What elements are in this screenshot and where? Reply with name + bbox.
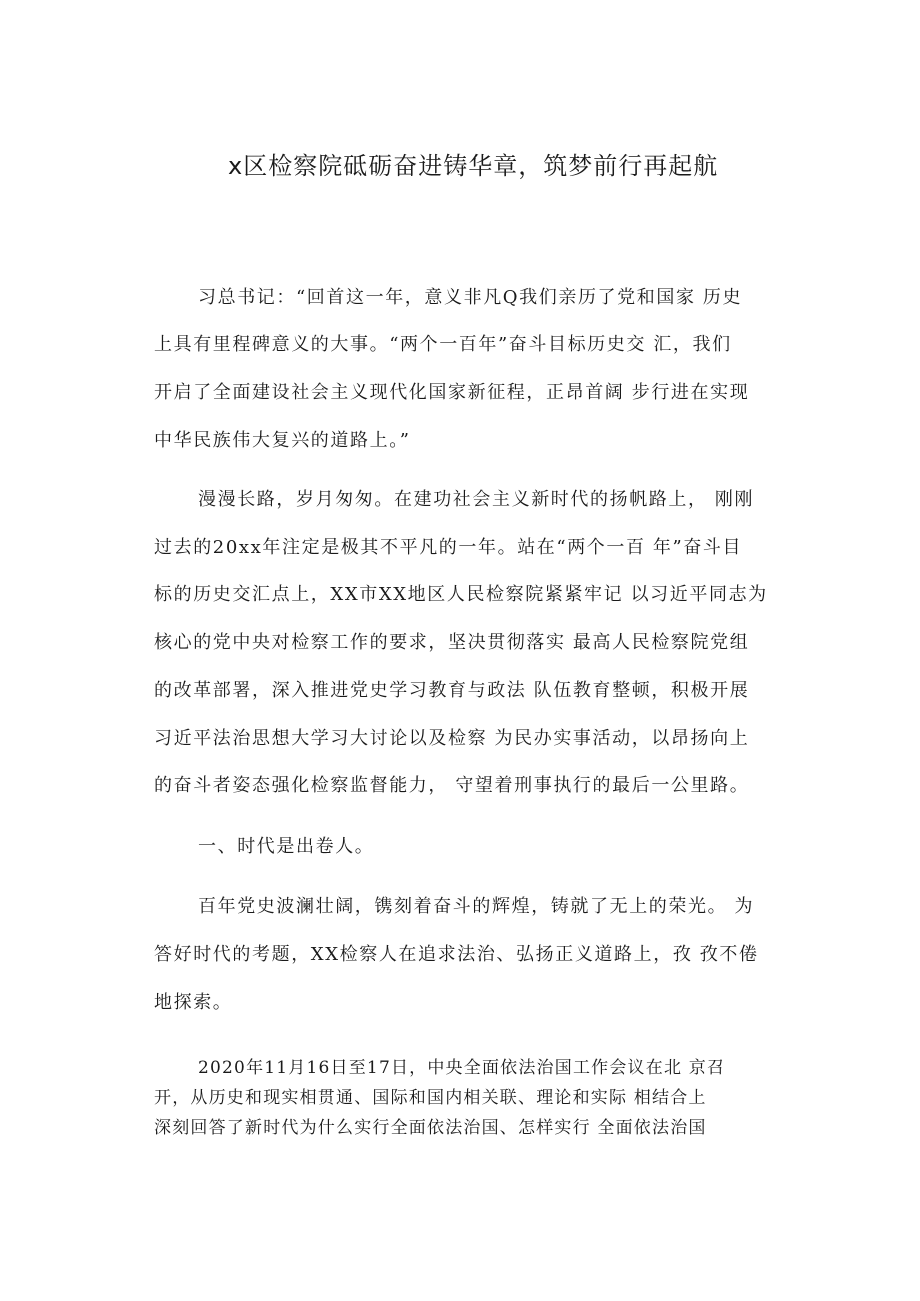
paragraph-line: 开，从历史和现实相贯通、国际和国内相关联、理论和实际 相结合上 bbox=[154, 1088, 707, 1108]
paragraph-line: 地探索。 bbox=[154, 992, 233, 1013]
paragraph-line: 的奋斗者姿态强化检察监督能力， 守望着刑事执行的最后一公里路。 bbox=[154, 775, 750, 796]
paragraph-line: 习总书记：“回首这一年，意义非凡Q我们亲历了党和国家 历史 bbox=[198, 287, 743, 308]
section-heading: 一、时代是出卷人。 bbox=[198, 836, 375, 857]
paragraph-line: 百年党史波澜壮阔，镌刻着奋斗的辉煌，铸就了无上的荣光。 为 bbox=[198, 896, 755, 917]
paragraph-line: 过去的20xx年注定是极其不平凡的一年。站在“两个一百 年”奋斗目 bbox=[154, 537, 743, 558]
paragraph-line: 2020年11月16日至17日，中央全面依法治国工作会议在北 京召 bbox=[198, 1058, 726, 1078]
paragraph-line: 习近平法治思想大学习大讨论以及检察 为民办实事活动，以昂扬向上 bbox=[154, 728, 750, 749]
paragraph-line: 上具有里程碑意义的大事。“两个一百年”奋斗目标历史交 汇，我们 bbox=[154, 334, 732, 355]
document-title: x区检察院砥砺奋进铸华章，筑梦前行再起航 bbox=[228, 152, 719, 180]
paragraph-line: 开启了全面建设社会主义现代化国家新征程，正昂首阔 步行进在实现 bbox=[154, 382, 750, 403]
paragraph-line: 漫漫长路，岁月匆匆。在建功社会主义新时代的扬帆路上， 刚刚 bbox=[198, 489, 755, 510]
paragraph-line: 答好时代的考题，XX检察人在追求法治、弘扬正义道路上，孜 孜不倦 bbox=[154, 944, 759, 965]
paragraph-line: 标的历史交汇点上，XX市XX地区人民检察院紧紧牢记 以习近平同志为 bbox=[154, 584, 768, 605]
paragraph-line: 中华民族伟大复兴的道路上。” bbox=[154, 430, 411, 451]
paragraph-line: 深刻回答了新时代为什么实行全面依法治国、怎样实行 全面依法治国 bbox=[154, 1118, 707, 1138]
paragraph-line: 的改革部署，深入推进党史学习教育与政法 队伍教育整顿，积极开展 bbox=[154, 680, 750, 701]
paragraph-line: 核心的党中央对检察工作的要求，坚决贯彻落实 最高人民检察院党组 bbox=[154, 632, 750, 653]
